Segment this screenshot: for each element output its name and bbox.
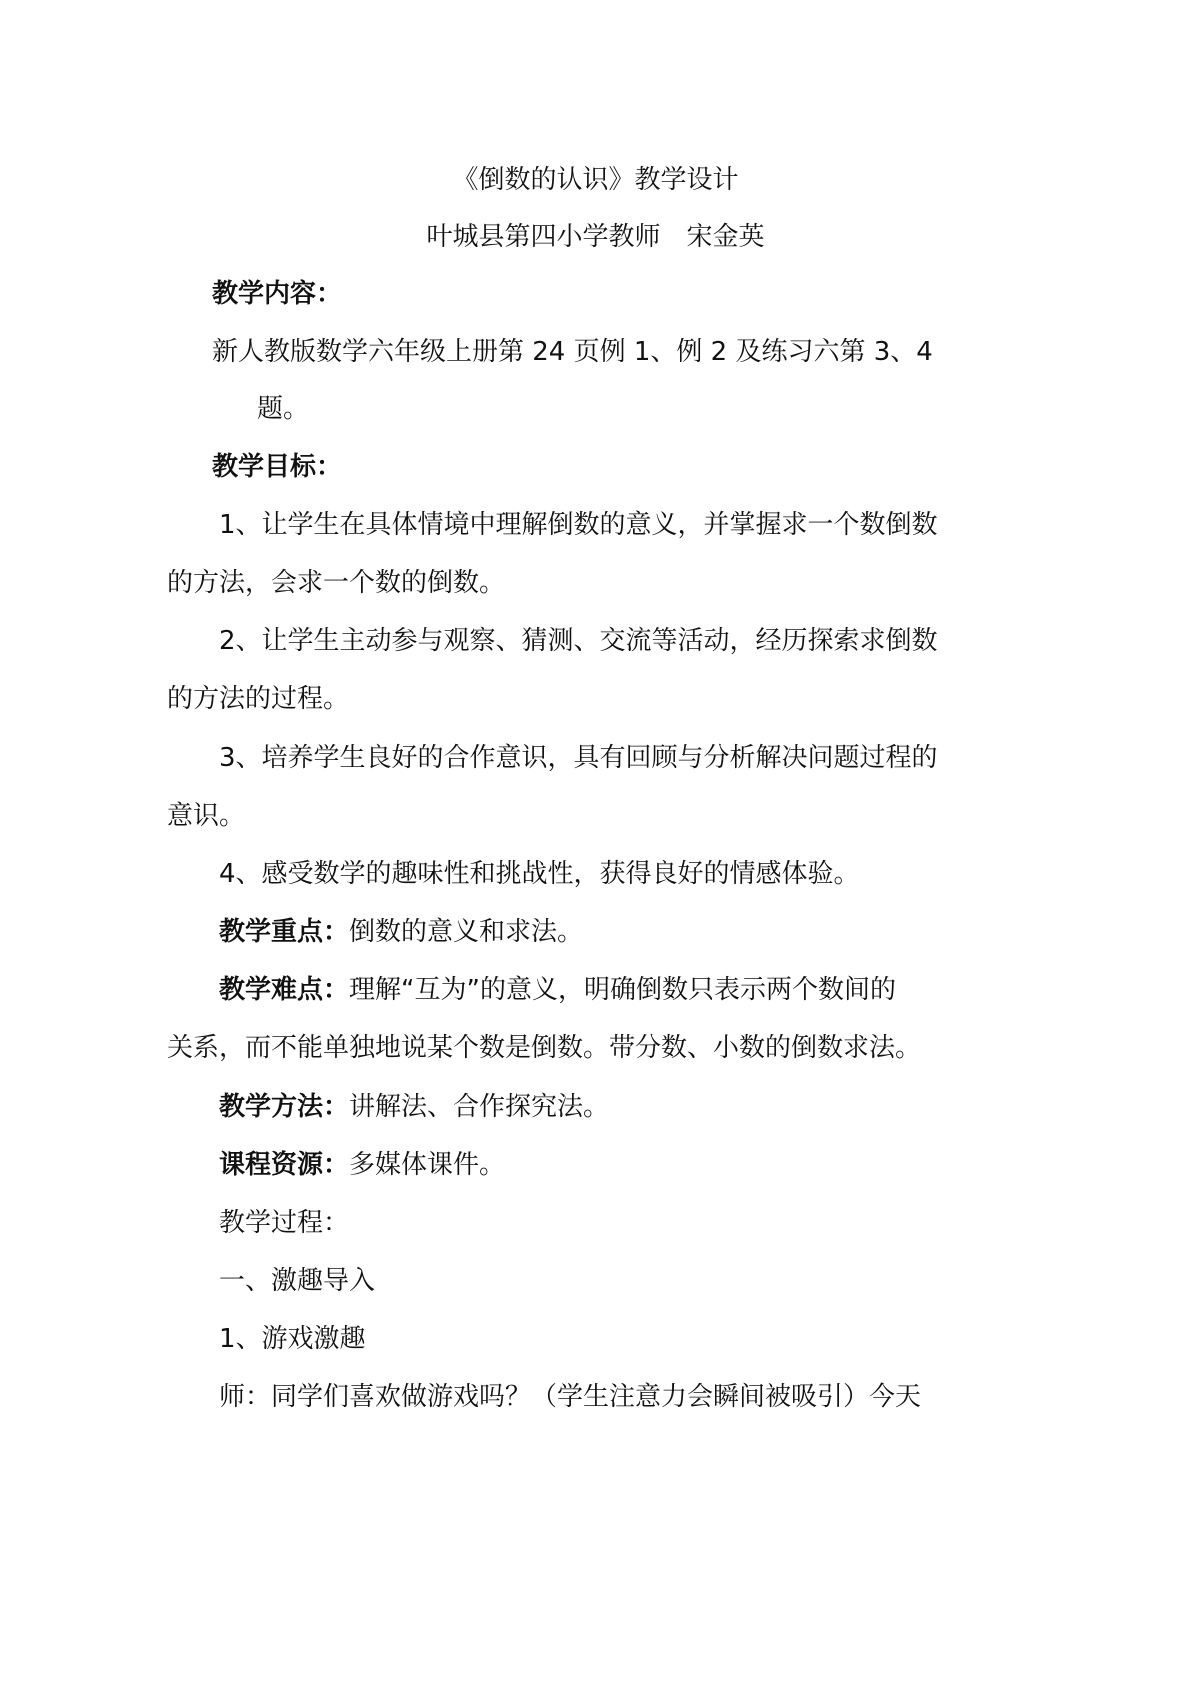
content-text-line-2: 题。 (257, 394, 310, 424)
method-label: 教学方法： (219, 1092, 350, 1122)
goal-1-line-1: 1、让学生在具体情境中理解倒数的意义，并掌握求一个数倒数 (219, 510, 938, 540)
resource-line (219, 1148, 505, 1182)
section-1-heading: 一、激趣导入 (219, 1266, 376, 1296)
author-line: 叶城县第四小学教师 宋金英 (426, 222, 765, 252)
document-title: 《倒数的认识》教学设计 (452, 165, 739, 195)
process-heading: 教学过程： (219, 1208, 350, 1238)
subsection-1-heading: 1、游戏激趣 (219, 1324, 366, 1354)
resource-text: 多媒体课件。 (349, 1150, 506, 1180)
difficulty-label: 教学难点： (219, 975, 350, 1005)
teacher-dialogue-line: 师：同学们喜欢做游戏吗？（学生注意力会瞬间被吸引）今天 (219, 1382, 922, 1412)
resource-label: 课程资源： (219, 1150, 350, 1180)
goal-2-line-2: 的方法的过程。 (167, 684, 350, 714)
goal-1-line-2: 的方法，会求一个数的倒数。 (167, 568, 506, 598)
key-point-text: 倒数的意义和求法。 (349, 917, 584, 947)
content-heading: 教学内容： (212, 279, 343, 309)
method-text: 讲解法、合作探究法。 (349, 1092, 610, 1122)
key-point-line (219, 915, 583, 949)
goal-3-line-2: 意识。 (167, 801, 246, 831)
content-text-line-1: 新人教版数学六年级上册第 24 页例 1、例 2 及练习六第 3、4 (212, 337, 933, 367)
difficulty-text-1: 理解“互为”的意义，明确倒数只表示两个数间的 (349, 975, 896, 1005)
difficulty-line-2: 关系，而不能单独地说某个数是倒数。带分数、小数的倒数求法。 (167, 1033, 922, 1063)
key-point-label: 教学重点： (219, 917, 350, 947)
difficulty-line-1 (219, 973, 896, 1007)
method-line (219, 1090, 609, 1124)
goals-heading: 教学目标： (212, 452, 343, 482)
goal-2-line-1: 2、让学生主动参与观察、猜测、交流等活动，经历探索求倒数 (219, 626, 938, 656)
goal-4-line: 4、感受数学的趣味性和挑战性，获得良好的情感体验。 (219, 859, 860, 889)
goal-3-line-1: 3、培养学生良好的合作意识，具有回顾与分析解决问题过程的 (219, 743, 938, 773)
